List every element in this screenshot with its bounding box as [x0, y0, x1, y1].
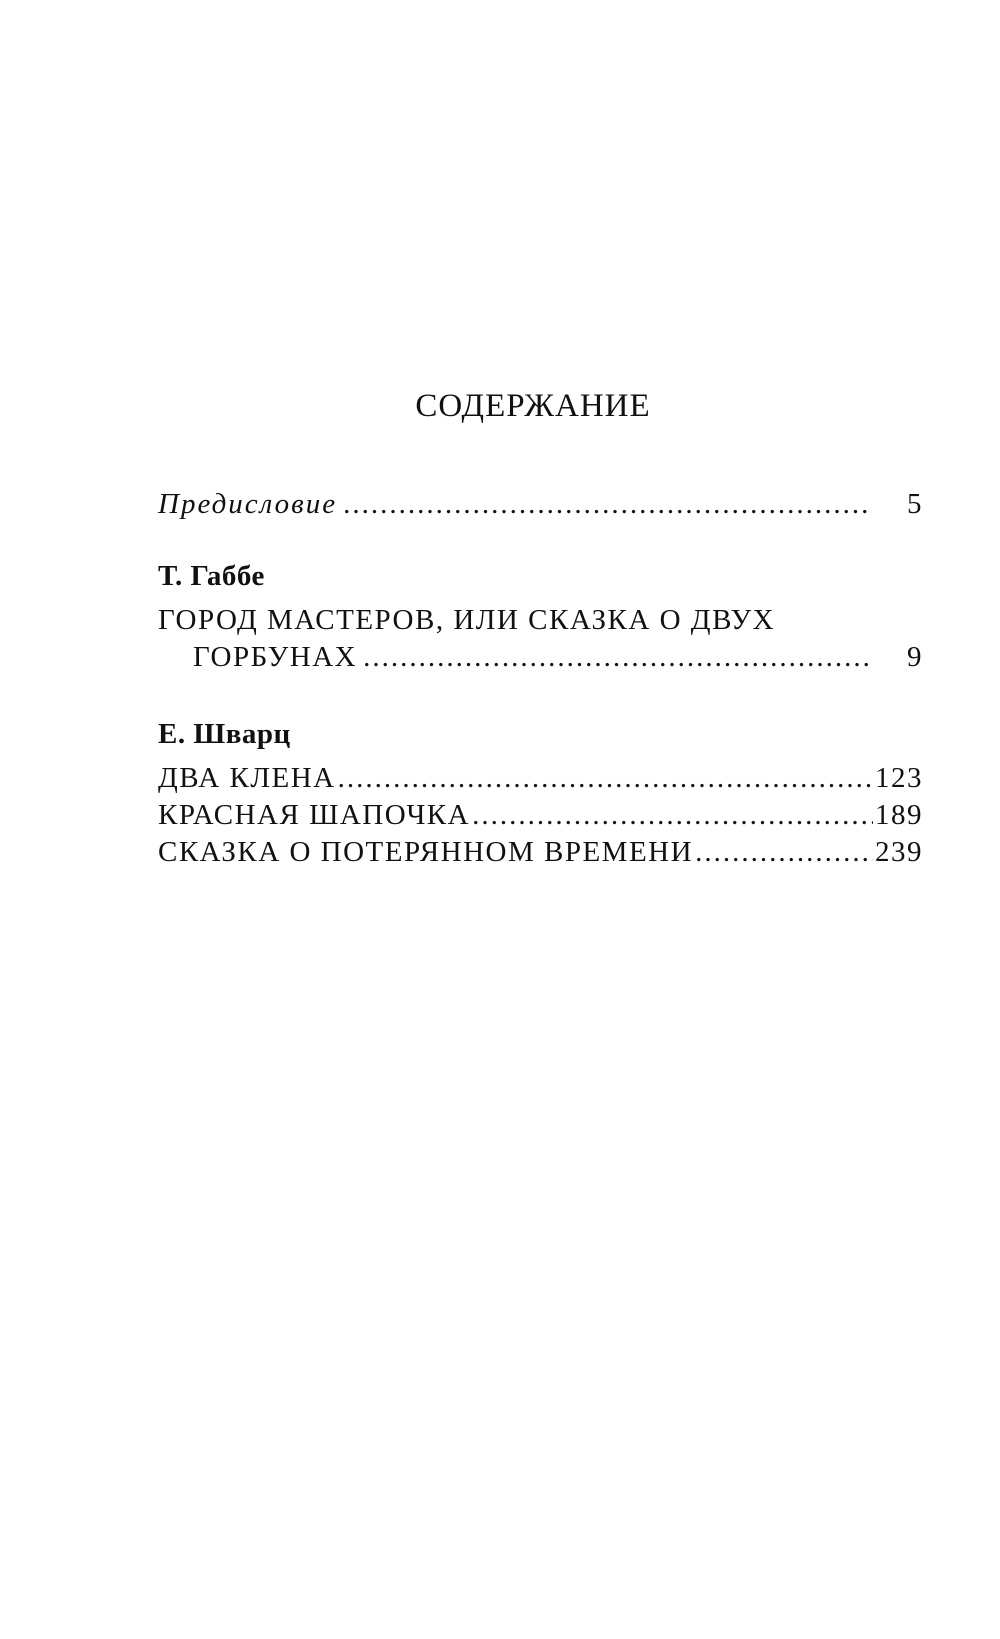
toc-page-number: 9: [907, 641, 923, 673]
toc-entry-skazka-o-poteryannom-vremeni: [158, 834, 923, 871]
dot-leader: [363, 639, 869, 676]
toc-section-gabbe: [158, 560, 923, 593]
dot-leader: [338, 760, 873, 797]
toc-page-number: 189: [875, 799, 923, 831]
dot-leader: [695, 834, 873, 871]
toc-page-number: 239: [875, 836, 923, 868]
toc-entry-dva-klena: [158, 760, 923, 797]
toc-entry-label: Предисловие: [158, 488, 338, 520]
toc-entries-gabbe: [158, 602, 923, 676]
dot-leader: [472, 797, 873, 834]
toc-entry-krasnaya-shapochka: [158, 797, 923, 834]
toc-entry-label-line2: ГОРБУНАХ: [193, 641, 358, 673]
section-author: Т. Габбе: [158, 560, 265, 592]
toc-entry-preface: [158, 486, 923, 523]
toc-section-shvarts: [158, 718, 923, 751]
page-title: СОДЕРЖАНИЕ: [415, 388, 651, 424]
toc-entry-label: КРАСНАЯ ШАПОЧКА: [158, 799, 471, 831]
toc-entry-gorod-masterov: [158, 639, 923, 676]
toc-entry-label: ДВА КЛЕНА: [158, 762, 336, 794]
toc-entry-label: СКАЗКА О ПОТЕРЯННОМ ВРЕМЕНИ: [158, 836, 694, 868]
toc-preface: [158, 486, 923, 523]
toc-page-number: 123: [875, 762, 923, 794]
dot-leader: [343, 486, 869, 523]
toc-entries-shvarts: [158, 760, 923, 871]
toc-entry-label-line1: ГОРОД МАСТЕРОВ, ИЛИ СКАЗКА О ДВУХ: [158, 604, 776, 636]
toc-page-number: 5: [907, 488, 923, 520]
section-author: Е. Шварц: [158, 718, 291, 750]
